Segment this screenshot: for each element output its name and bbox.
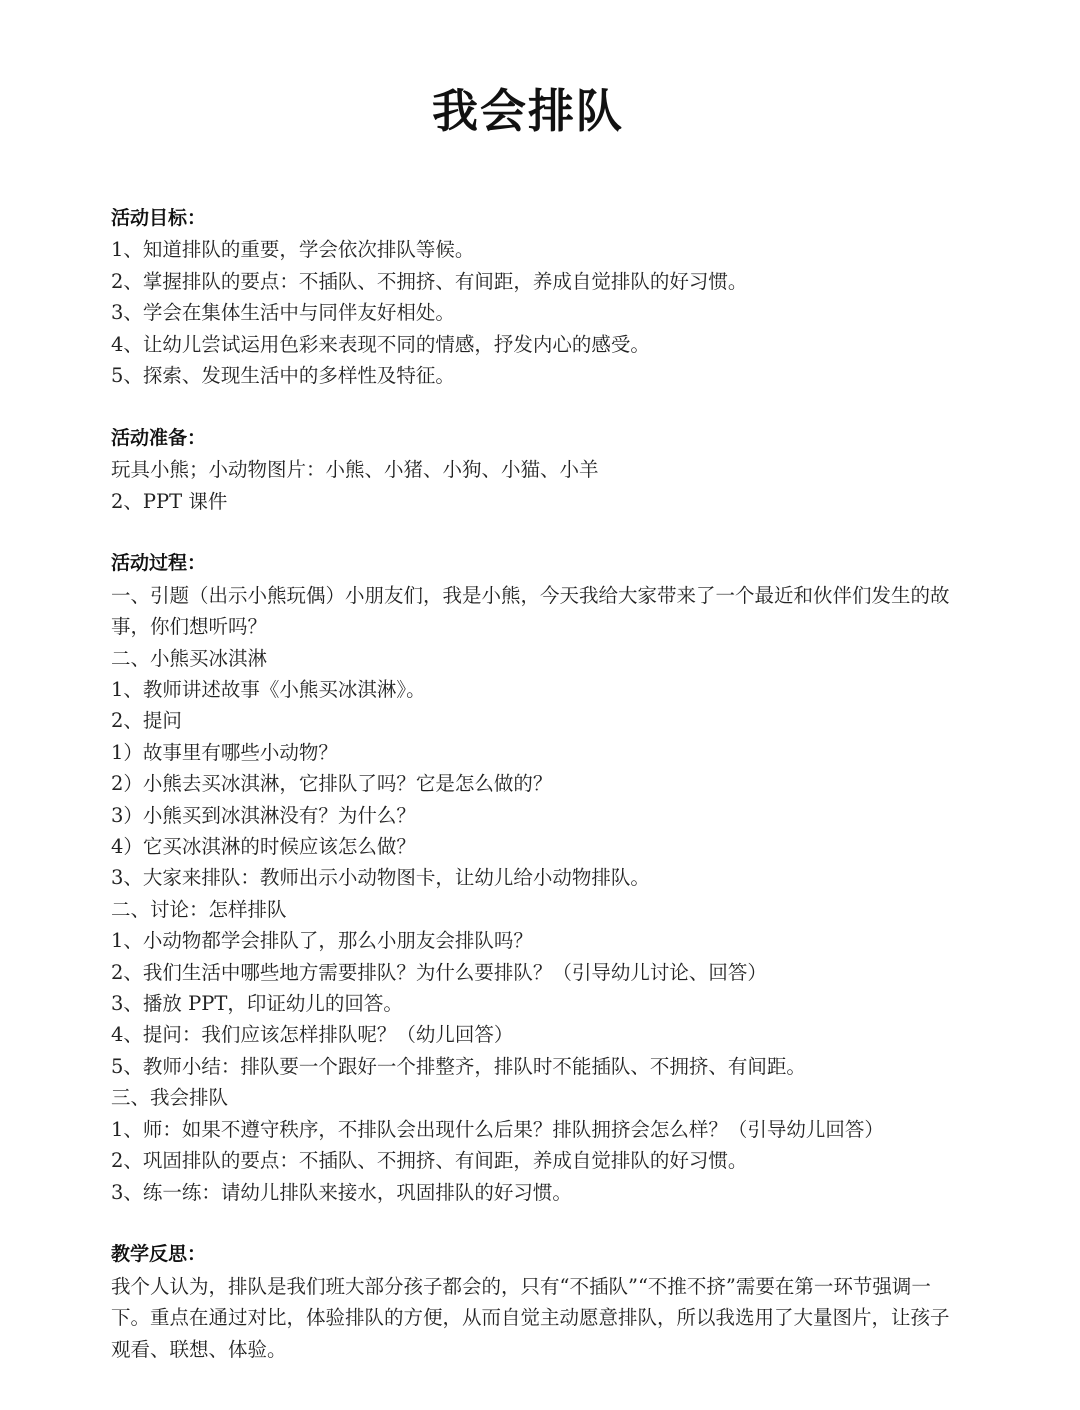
process-line: 2、我们生活中哪些地方需要排队？为什么要排队？（引导幼儿讨论、回答） (111, 960, 767, 984)
process-line: 4）它买冰淇淋的时候应该怎么做？ (111, 835, 416, 859)
goal-line: 5、探索、发现生活中的多样性及特征。 (111, 364, 455, 388)
section-process (111, 548, 961, 1208)
goal-line: 2、掌握排队的要点：不插队、不拥挤、有间距，养成自觉排队的好习惯。 (111, 269, 748, 293)
document-body (111, 203, 961, 1365)
process-line: 三、我会排队 (111, 1086, 229, 1110)
goal-line: 3、学会在集体生活中与同伴友好相处。 (111, 301, 455, 325)
process-line: 2、巩固排队的要点：不插队、不拥挤、有间距，养成自觉排队的好习惯。 (111, 1149, 748, 1173)
goal-line: 1、知道排队的重要，学会依次排队等候。 (111, 238, 475, 262)
preparation-line: 玩具小熊；小动物图片：小熊、小猪、小狗、小猫、小羊 (111, 458, 599, 482)
process-line: 4、提问：我们应该怎样排队呢？（幼儿回答） (111, 1023, 514, 1047)
process-line: 3、大家来排队：教师出示小动物图卡，让幼儿给小动物排队。 (111, 866, 650, 890)
section-heading-preparation: 活动准备： (111, 426, 207, 449)
teacher-question-paragraph: 1、师：如果不遵守秩序，不排队会出现什么后果？排队拥挤会怎么样？（引导幼儿回答） (111, 1117, 884, 1141)
preparation-line: 2、PPT 课件 (111, 489, 228, 513)
process-line: 5、教师小结：排队要一个跟好一个排整齐，排队时不能插队、不拥挤、有间距。 (111, 1054, 806, 1078)
process-line: 1）故事里有哪些小动物？ (111, 740, 338, 764)
process-line: 3、练一练：请幼儿排队来接水，巩固排队的好习惯。 (111, 1180, 572, 1204)
process-line: 3）小熊买到冰淇淋没有？为什么？ (111, 803, 416, 827)
section-goals (111, 203, 961, 391)
process-intro-paragraph: 一、引题（出示小熊玩偶）小朋友们，我是小熊，今天我给大家带来了一个最近和伙伴们发生的故事，你们想听吗？ (111, 583, 950, 639)
process-line: 1、小动物都学会排队了，那么小朋友会排队吗？ (111, 929, 533, 953)
section-heading-reflection: 教学反思： (111, 1243, 207, 1266)
process-line: 2）小熊去买冰淇淋，它排队了吗？它是怎么做的？ (111, 772, 553, 796)
section-heading-goals: 活动目标： (111, 207, 207, 229)
process-line: 2、提问 (111, 709, 182, 733)
process-line: 二、讨论：怎样排队 (111, 897, 287, 921)
section-reflection (111, 1239, 961, 1365)
process-line: 1、教师讲述故事《小熊买冰淇淋》。 (111, 678, 426, 702)
process-line: 3、播放 PPT，印证幼儿的回答。 (111, 992, 403, 1016)
reflection-paragraph: 我个人认为，排队是我们班大部分孩子都会的，只有“不插队”“不推不挤”需要在第一环节强调一下。重点在通过对比，体验排队的方便，从而自觉主动愿意排队，所以我选用了大量图片，让孩子观看、联想、体验。 (111, 1274, 950, 1361)
goal-line: 4、让幼儿尝试运用色彩来表现不同的情感，抒发内心的感受。 (111, 332, 650, 356)
document-title: 我会排队 (432, 84, 624, 138)
section-heading-process: 活动过程： (111, 552, 207, 575)
process-line: 二、小熊买冰淇淋 (111, 646, 268, 670)
section-preparation (111, 423, 961, 517)
